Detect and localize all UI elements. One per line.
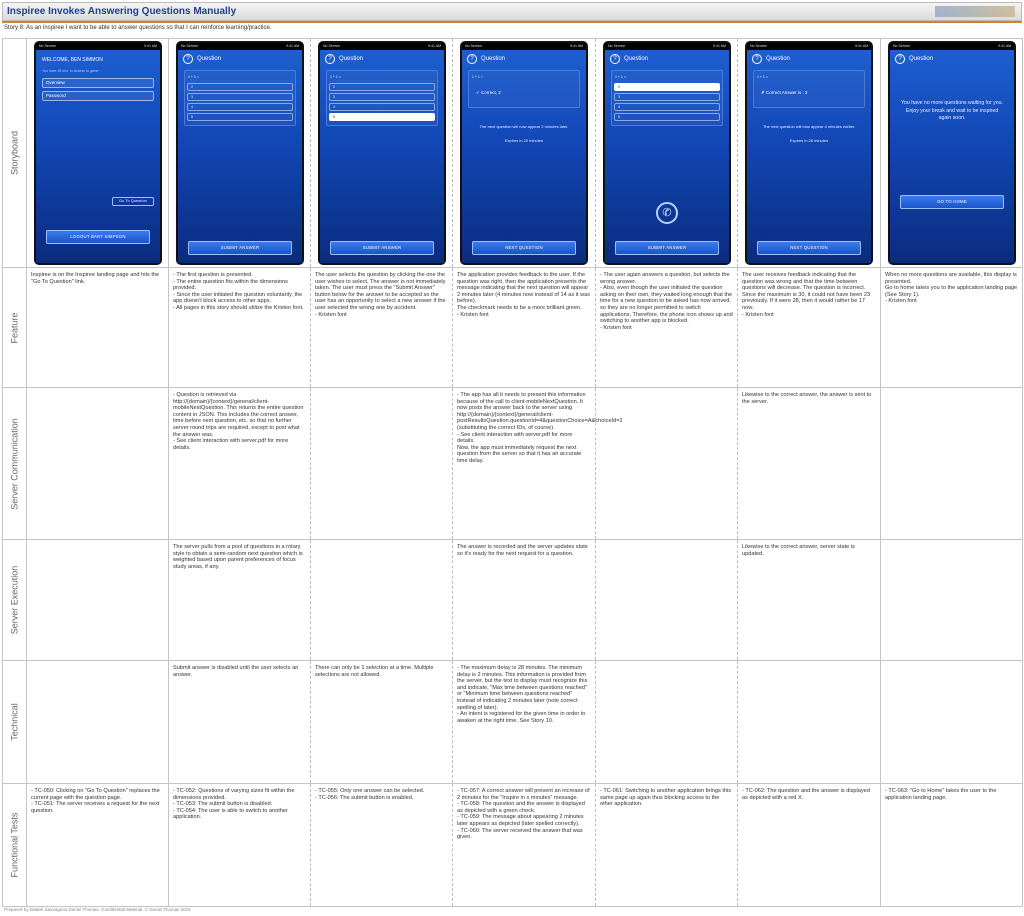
storyboard-cell [453,39,596,268]
feature-cell: The user receives feedback indicating that the question was wrong and that the time between questions will decrease. The question is incorrect. Since the maximum is 30, it could not have been 23 previously. If it were 28, then it would rather be 17 now. - Kristen font [738,268,881,388]
answer-option[interactable]: 3 [614,93,720,101]
row-label-storyboard: Storyboard [3,39,27,268]
storyboard-cell [27,39,169,268]
password-field[interactable]: Password [42,91,154,101]
storyboard-cell [881,39,1023,268]
server-exec-cell [596,540,738,661]
feature-cell: The application provides feedback to the user. If the question was right, then the application presents the message indicating that the next question will appear 2 minutes later (4 minutes now instead of 14 as it was before). The checkmark needs to be a more brilliant green. - Kristen font [453,268,596,388]
phone-status-bar: No Service 9:41 AM [462,43,586,50]
question-text: 1 + 1 = [188,75,199,79]
next-question-message: The next question will now appear 4 minutes earlier. [762,123,856,129]
correct-result: ✓ Correct, 2 [476,90,501,96]
row-label-functional-tests: Functional Tests [3,784,27,907]
company-logo [935,6,1015,17]
next-question-message: The next question will now appear 2 minutes later. [479,123,569,129]
screen-header: ? Question [890,50,1014,68]
phone-screen [178,50,302,263]
answer-option[interactable]: 4 [614,103,720,111]
server-comm-cell [27,388,169,540]
question-mark-icon: ? [610,54,620,64]
phone-mockup-wrong [745,41,873,265]
question-box [753,70,865,108]
phone-screen [605,50,729,263]
question-box [184,70,296,126]
server-comm-cell: - Question is retrieved via http://{domain}/{context}/general/client-mobileNextQuestion. This returns the entire question content in JSON. This includes the correct answer, time before next question, etc. so that no further server round trips are required, except to post what the answer was. - See client interaction with server.pdf for more details. [169,388,311,540]
test-cell: - TC-050: Clicking on "Go To Question" replaces the current page with the question page. - TC-051: The server receives a request for the next question. [27,784,169,907]
technical-cell [738,661,881,784]
server-comm-cell: Likewise to the correct answer, the answer is sent to the server. [738,388,881,540]
technical-cell [27,661,169,784]
server-exec-cell [881,540,1023,661]
phone-screen [890,50,1014,263]
phone-screen [36,50,160,263]
test-cell: - TC-062: The question and the answer is displayed as depicted with a red X. [738,784,881,907]
phone-screen [747,50,871,263]
answer-option[interactable]: 4 [187,103,293,111]
server-comm-cell: - The app has all it needs to present this information because of the call to client-mobileNextQuestion. It now posts the answer back to the server using http://{domain}/{context}/general/client-postResultsQuestion.questionId=4&questionChoice=A&choiceId=2 (substituting the correct IDs, of course). - See client interaction with server.pdf for more details. Now, the app must immediately request the next question from the server so that it has an accurate time delay. [453,388,596,540]
submit-answer-button[interactable]: SUBMIT ANSWER [330,241,434,255]
question-mark-icon: ? [467,54,477,64]
answer-option[interactable]: 2 [329,83,435,91]
row-label-technical: Technical [3,661,27,784]
storyboard-cell [169,39,311,268]
expiry-text: Expires in 20 minutes [504,137,544,143]
story-statement: Story 8: As an inspiree I want to be able to answer questions so that I can reinforce learning/practice. [4,25,272,31]
test-cell: - TC-057: A correct answer will present an increase of 2 minutes for the "Inspire in x minutes" message. - TC-058: The question and the answer is displayed as depicted with a green check. - TC-059: The message about appearing 2 minutes later appears as depicted (later spelled correctly). - TC-060: The server received the answer that was given. [453,784,596,907]
question-mark-icon: ? [752,54,762,64]
go-to-home-button[interactable]: GO TO HOME [900,195,1004,209]
phone-status-bar: No Service 9:41 AM [605,43,729,50]
next-question-button[interactable]: NEXT QUESTION [472,241,576,255]
storyboard-row [3,39,1023,268]
row-label-server-execution: Server Execution [3,540,27,661]
phone-icon: ✆ [656,202,678,224]
page-footer: Prepared by DaBek Sauvageau Daniel Thomas. Confidential Material. © Daniel Thomas 2015 [4,907,191,912]
phone-status-bar: No Service 9:41 AM [178,43,302,50]
no-more-questions-message: You have no more questions waiting for you. Enjoy your break and wait to be inspired again soon. [901,100,1003,121]
server-exec-cell: The server pulls from a pool of questions in a rotary style to obtain a semi-random next question which is weighted based upon parent preferences of focus study areas, if any. [169,540,311,661]
answer-option[interactable]: 5 [187,113,293,121]
feature-cell: When no more questions are available, this display is presented. Go to home takes you to the application landing page (See Story 1). - Kristen font [881,268,1023,388]
question-mark-icon: ? [895,54,905,64]
server-execution-row [3,540,1023,661]
screen-header: ? Question [747,50,871,68]
phone-status-bar: No Service 9:41 AM [890,43,1014,50]
test-cell: - TC-052: Questions of varying sizes fit within the dimensions provided. - TC-053: The submit button is disabled. - TC-054: The user is able to switch to another application. [169,784,311,907]
phone-screen [462,50,586,263]
server-exec-cell: The answer is recorded and the server updates state so it's ready for the next request for a question. [453,540,596,661]
feature-cell: Inspiree is on the Inspiree landing page and hits the "Go To Question" link. [27,268,169,388]
question-box [326,70,438,126]
technical-cell [596,661,738,784]
server-comm-cell [596,388,738,540]
test-cell: - TC-061: Switching to another application brings this same page up again thus blocking access to the other application. [596,784,738,907]
server-exec-cell [311,540,453,661]
storyboard-cell [311,39,453,268]
question-box [468,70,580,108]
technical-row [3,661,1023,784]
server-exec-cell: Likewise to the correct answer, server state is updated. [738,540,881,661]
phone-screen [320,50,444,263]
wrong-result: ✗ Correct Answer is : 2 [761,90,808,96]
answer-option[interactable]: 4 [329,103,435,111]
row-label-server-communication: Server Communication [3,388,27,540]
test-cell: - TC-055: Only one answer can be selected. - TC-056: The submit button is enabled. [311,784,453,907]
answer-option[interactable]: 3 [187,93,293,101]
feature-cell: - The first question is presented. - The entire question fits within the dimensions provided. - Since the user initiated the question voluntarily, the app doesn't block access to other apps. - All pages in this story should utilize the Kristen font. [169,268,311,388]
storyboard-cell [596,39,738,268]
server-communication-row [3,388,1023,540]
test-cell: - TC-063: "Go to Home" takes the user to the application landing page. [881,784,1023,907]
page-title: Inspiree Invokes Answering Questions Manually [7,6,237,17]
question-text: 1 + 1 = [757,75,768,79]
answer-option-selected[interactable]: 2 [614,83,720,91]
feature-row [3,268,1023,388]
expiry-text: Expires in 28 minutes [789,137,829,143]
feature-cell: - The user again answers a question, but selects the wrong answer. - Also, even though the user initiated the question asking on their own, they waited long enough that the time for a new question to be asked has now arrived, so they are no longer permitted to switch applications. Therefore, the phone icon shows up and switching to another app is blocked. - Kristen font [596,268,738,388]
server-exec-cell [27,540,169,661]
feature-cell: The user selects the question by clicking the one the user wishes to select. The answer is not immediately taken. The user must press the "Submit Answer" button below for the answer to be accepted so the user has an opportunity to select a new answer if the user selected the wrong one by accident. - Kristen font [311,268,453,388]
storyboard-cell [738,39,881,268]
screen-header: ? Question [462,50,586,68]
question-mark-icon: ? [325,54,335,64]
question-mark-icon: ? [183,54,193,64]
screen-header: ? Question [605,50,729,68]
phone-mockup-correct [460,41,588,265]
storyboard-grid [2,38,1023,907]
answer-option[interactable]: 3 [329,93,435,101]
screen-header: ? Question [178,50,302,68]
welcome-note: You have 28 min. to Access to game [42,69,99,73]
welcome-heading: WELCOME, BEN SIMMON [42,57,103,63]
overview-field[interactable]: Overview [42,78,154,88]
phone-status-bar: No Service 9:41 AM [747,43,871,50]
question-text: 1 + 1 = [615,75,626,79]
phone-status-bar: No Service 9:41 AM [320,43,444,50]
next-question-button[interactable]: NEXT QUESTION [757,241,861,255]
technical-cell [881,661,1023,784]
phone-mockup-landing [34,41,162,265]
question-text: 1 + 1 = [330,75,341,79]
submit-answer-button[interactable]: SUBMIT ANSWER [188,241,292,255]
phone-mockup-done [888,41,1016,265]
logout-button[interactable]: LOGOUT BART SIMPSON [46,230,150,244]
title-bar [2,2,1022,21]
server-comm-cell [881,388,1023,540]
technical-cell: - The maximum delay is 28 minutes. The minimum delay is 2 minutes. This information is provided from the server, but the text to display must recognize this and indicate, "Max time between questions reached" or "Minimum time between questions reached" instead of indicating 2 minutes later (note correct spelling of later). - An intent is registered for the given time in order to awaken at the right time. See Story 10. [453,661,596,784]
answer-option[interactable]: 5 [614,113,720,121]
answer-option[interactable]: 2 [187,83,293,91]
question-box [611,70,723,126]
screen-header: ? Question [320,50,444,68]
phone-status-bar: No Service 9:41 AM [36,43,160,50]
technical-cell: Submit answer is disabled until the user selects an answer. [169,661,311,784]
server-comm-cell [311,388,453,540]
phone-mockup-question [176,41,304,265]
question-text: 1 + 1 = [472,75,483,79]
technical-cell: There can only be 1 selection at a time. Multiple selections are not allowed. [311,661,453,784]
answer-option-selected[interactable]: 5 [329,113,435,121]
accent-divider [2,21,1022,23]
row-label-feature: Feature [3,268,27,388]
phone-mockup-selected [318,41,446,265]
functional-tests-row [3,784,1023,907]
go-to-question-button[interactable]: Go To Question [112,197,154,206]
submit-answer-button[interactable]: SUBMIT ANSWER [615,241,719,255]
phone-mockup-blocked [603,41,731,265]
